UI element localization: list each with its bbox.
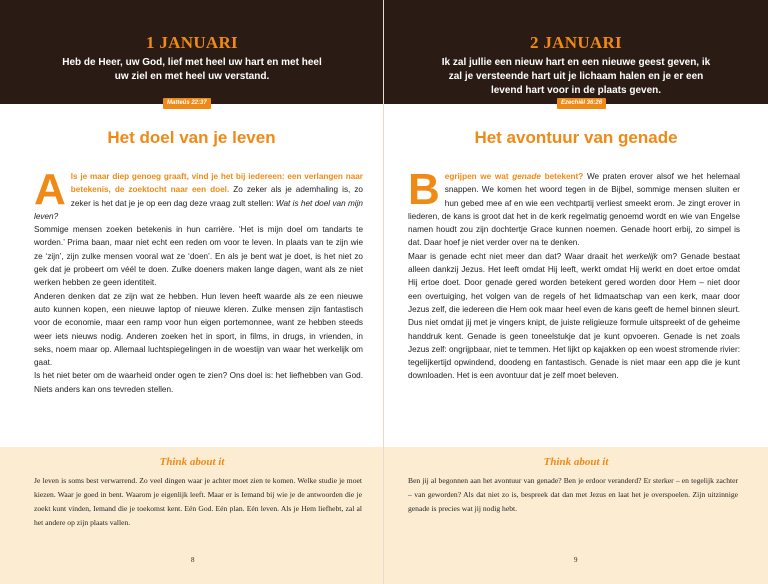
right-dropcap: B [408,165,440,214]
right-lead-b: betekent? [540,172,584,181]
left-verse: Heb de Heer, uw God, lief met heel uw hart en met heel uw ziel en met heel uw verstand. [62,57,322,82]
left-think-text: Je leven is soms best verwarrend. Zo veel dingen waar je achter moet zien te komen. Welke studie je moet kiezen. Waar je goed in bent. Waarom je eigenlijk leeft. Maar er is Iemand bij wie je de antwoorden die je zoekt kunt vinden, Iemand die je toekomst kent. Eén God. Eén plan. Eén leven. Als je Hem liefhebt, zal al het andere op zijn plaats vallen. [34,476,362,527]
right-body [408,165,740,383]
left-paragraph-1: Sommige mensen zoeken betekenis in hun carrière. ‘Het is mijn doel om tandarts te worden.’ Prima baan, maar niet echt een reden om voor te leven. In plaats van te zijn wie ze ‘zijn’, zijn zulke mensen vooral wat ze ‘doen’. En als je bent wat je doet, is het niet zo gek dat je probeert om véél te doen. Zulke doeners maken lange dagen, want als ze niet werken hebben ze geen identiteit. [34,225,363,288]
right-verse: Ik zal jullie een nieuw hart en een nieuwe geest geven, ik zal je versteende hart uit je lichaam halen en je er een levend hart voor in de plaats geven. [441,57,711,96]
left-date: 1 JANUARI [146,33,238,52]
left-title: Het doel van je leven [107,128,276,147]
left-intro-question: Wat is het doel van mijn leven? [34,198,363,221]
right-date: 2 JANUARI [530,33,622,52]
right-lead-italic: genade [512,172,541,181]
left-page-number: 8 [191,556,195,564]
left-think-title: Think about it [159,456,225,468]
left-body [34,165,363,396]
right-title: Het avontuur van genade [474,128,678,147]
right-intro-paragraph [408,165,740,250]
right-p2-b: om? Genade bestaat alleen dankzij Jezus. Het leeft omdat Hij leeft, werkt omdat Hij werkt en doet ertoe omdat Hij ertoe doet. Door genade gered worden betekent gered worden door Hem – niet door een overtuiging, het volgen van de regels of het lidmaatschap van een kerk, maar door Jezus zelf, die iedereen die Hem ook maar heel even de kans geeft de hemel binnen sleurt. Dus niet omdat jij met je vingers knipt, de juiste religieuze formule uitspreekt of de geheime handdruk kent. Genade is geen toneelstukje dat je kunt opvoeren. Genade is net zoals Jezus zelf: ongrijpbaar, niet te temmen. Het lijkt op kajakken op een woest stromende rivier: tegelijkertijd opwindend, doodeng en fantastisch. Genade is niet maar een app die je kunt downloaden. Het is een avontuur dat je zelf moet beleven. [408,251,740,381]
right-verse-reference: Ezechiël 36:26 [557,98,606,109]
right-p2-italic: werkelijk [626,251,658,261]
left-dropcap: A [34,165,66,214]
left-header [0,0,384,104]
left-paragraph-2: Anderen denken dat ze zijn wat ze hebben. Hun leven heeft waarde als ze een nieuwe auto kunnen kopen, een nieuwe laptop of nieuwe kleren. Zulke mensen zijn fantastisch voor de economie, maar een ramp voor hun eigen portemonnee, want ze hebben steeds weer iets nieuws nodig. Anderen zoeken het in sport, in films, in drugs, in vrienden, in seks, noem maar op. Allemaal luchtspiegelingen in de woestijn van waar het werkelijk om gaat. [34,291,363,368]
right-paragraph-2 [408,250,740,383]
right-header [384,0,768,104]
right-think-title: Think about it [543,456,609,468]
right-think-text: Ben jij al begonnen aan het avontuur van genade? Ben je erdoor veranderd? Er sterker – en tegelijk zachter – van geworden? Als dat niet zo is, bespreek dat dan met Jezus en laat het je overspoelen. Zijn uitzinnige genade is precies wat jij nodig hebt. [408,476,738,513]
right-page-number: 9 [574,556,578,564]
left-intro-paragraph [34,165,363,223]
left-lead: ls je maar diep genoeg graaft, vind je het bij iedereen: een verlangen naar betekenis, de zoektocht naar een doel. [70,172,363,195]
right-intro-rest: We praten erover alsof we het helemaal snappen. We komen het woord tegen in de Bijbel, sommige mensen sluiten er hun gebed mee af en wie een vechtpartij verliest smeekt erom. Je zingt erover in liederen, de kans is groot dat het in de kerk regelmatig genoemd wordt en wie van Engelse namen houdt zou zijn dochtertje Grace kunnen noemen. Genade hoort erbij, zo simpel is dat. Daar hoef je niet verder over na te denken. [408,172,740,248]
right-lead-a: egrijpen we wat [444,172,513,181]
right-p2-a: Maar is genade echt niet meer dan dat? Waar draait het [408,251,627,261]
left-paragraph-3: Is het niet beter om de waarheid onder ogen te zien? Ons doel is: het liefhebben van God. Niets anders kan ons tevreden stellen. [34,371,363,394]
right-page [384,0,768,584]
left-intro-rest: Zo zeker als je ademhaling is, zo zeker is het dat je je op een dag deze vraag zult stellen: [70,185,363,208]
left-verse-reference: Matteüs 22:37 [163,98,211,109]
